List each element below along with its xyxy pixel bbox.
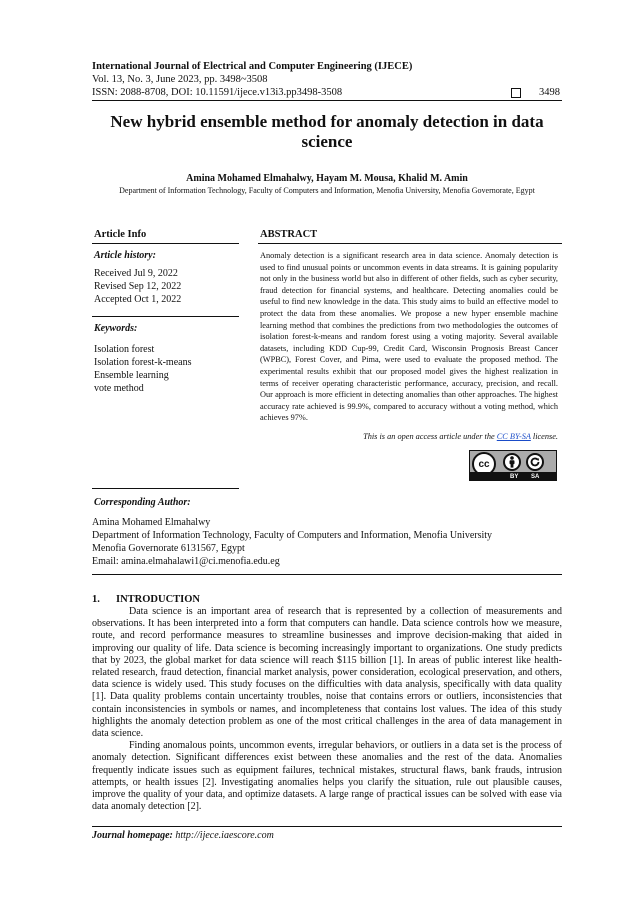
page-footer: Journal homepage: http://ijece.iaescore.com: [92, 830, 274, 841]
author-email: Email: amina.elmahalawi1@ci.menofia.edu.eg: [92, 556, 280, 567]
keywords-list: [94, 343, 191, 395]
share-alike-icon: [526, 453, 544, 471]
volume-info: Vol. 13, No. 3, June 2023, pp. 3498~3508: [92, 74, 268, 85]
list-item: Accepted Oct 1, 2022: [94, 294, 182, 305]
author-address: Menofia Governorate 6131567, Egypt: [92, 543, 245, 554]
history-rule: [92, 316, 239, 317]
keyword: vote method: [94, 383, 144, 394]
affiliation: Department of Information Technology, Faculty of Computers and Information, Menofia University, Menofia Governorate, Egypt: [119, 186, 535, 195]
article-info-heading: Article Info: [94, 229, 147, 240]
section-heading-introduction: 1. INTRODUCTION: [92, 594, 201, 605]
cc-icon: cc: [472, 452, 496, 476]
keyword: Isolation forest-k-means: [94, 357, 192, 368]
license-statement: This is an open access article under the CC BY-SA license.: [363, 432, 558, 441]
footer-rule: [92, 826, 562, 827]
paper-title: New hybrid ensemble method for anomaly detection in data science: [110, 112, 544, 151]
article-info-rule: [92, 243, 239, 244]
article-history-list: [94, 267, 181, 306]
page-number: 3498: [539, 87, 560, 98]
license-link[interactable]: CC BY-SA: [496, 432, 531, 441]
attribution-person-icon: [503, 453, 521, 471]
journal-name: International Journal of Electrical and Computer Engineering (IJECE): [92, 61, 413, 72]
by-label: BY: [510, 474, 519, 480]
list-item: Received Jul 9, 2022: [94, 268, 178, 279]
author-list: Amina Mohamed Elmahalwy, Hayam M. Mousa, Khalid M. Amin: [186, 173, 468, 184]
introduction-body: [92, 606, 562, 813]
running-header: [92, 60, 570, 99]
abstract-heading: ABSTRACT: [260, 229, 318, 240]
issn-doi: ISSN: 2088-8708, DOI: 10.11591/ijece.v13i3.pp3498-3508: [92, 87, 343, 98]
square-icon: [511, 88, 521, 98]
corresponding-end-rule: [92, 574, 562, 575]
keywords-heading: Keywords:: [94, 323, 138, 334]
header-rule: [92, 100, 562, 101]
article-history-heading: Article history:: [94, 250, 156, 261]
paragraph: Data science is an important area of research that is represented by a collection of measurements and observations. It has been interpreted into a form that computers can handle. Data science controls how we measure, route, and record performance measures to streamline businesses and improve decision-making that aided in improving our quality of life. Data science is becoming increasingly important to organizations. One study predicts that by 2023, the global market for data science will reach $115 billion [1]. In areas of public interest like health-related research, fraud detection, financial market analysis, power consideration, ecological preservation, and others, data science is widely used. This study focuses on the difficulties with data analysis, specifically with data quality [1]. Data quality problems contain uncertainty troubles, noise that contains errors or outliers, inconsistencies that contain inconsistencies in symbols or names, and incompleteness that contains lost values. The idea of this study highlights the anomaly detection problem as one of the most critical challenges in the area of data management in data science.: [92, 606, 562, 740]
list-item: Revised Sep 12, 2022: [94, 281, 182, 292]
corresponding-author-block: [92, 516, 562, 568]
cc-by-sa-badge[interactable]: [469, 450, 557, 481]
author-department: Department of Information Technology, Faculty of Computers and Information, Menofia University: [92, 530, 493, 541]
sa-label: SA: [531, 474, 540, 480]
keywords-end-rule: [92, 488, 239, 489]
keyword: Ensemble learning: [94, 370, 169, 381]
abstract-text: Anomaly detection is a significant research area in data science. Anomaly detection is used to find unusual points or uncommon events in data streams. It is gaining popularity not only in the business world but also in different of other fields, such as cyber security, fraud detection for financial systems, and healthcare. Detecting anomalies could be useful to find new knowledge in the data. This study aims to build an effective model to protect the data from these anomalies. We propose a new hyper ensemble machine learning method that combines the predictions from two methodologies the outcomes of isolation forest-k-means and random forest using a voting majority. Several available datasets, including KDD Cup-99, Credit Card, Wisconsin Prognosis Breast Cancer (WPBC), Forest Cover, and Pima, were used to evaluate the proposed method. The experimental results exhibit that our proposed model gives the highest realization in terms of receiver operating characteristic performance, accuracy, precision, and recall. Our approach is more efficient in detecting anomalies than other approaches. The highest accuracy rate achieved is 99.9%, compared to accuracy without a voting method, which achieves 97%.: [260, 251, 558, 423]
corresponding-heading: Corresponding Author:: [94, 497, 191, 508]
keyword: Isolation forest: [94, 344, 155, 355]
author-name: Amina Mohamed Elmahalwy: [92, 517, 211, 528]
abstract-rule: [258, 243, 562, 244]
paragraph: Finding anomalous points, uncommon events, irregular behaviors, or outliers in a data set is the process of anomaly detection. Significant differences exist between these anomalies and the rest of the data. Anomalies frequently indicate issues such as equipment failures, technical mistakes, structural flaws, bank frauds, intrusion attempts, or health issues [2]. Investigating anomalies helps you clarify the situation, rule out plausible causes, improve the quality of your data, and optimize datasets. A large range of practical issues can be solved with ease via data anomaly detection [2].: [92, 740, 562, 813]
homepage-link[interactable]: http://ijece.iaescore.com: [175, 830, 274, 841]
